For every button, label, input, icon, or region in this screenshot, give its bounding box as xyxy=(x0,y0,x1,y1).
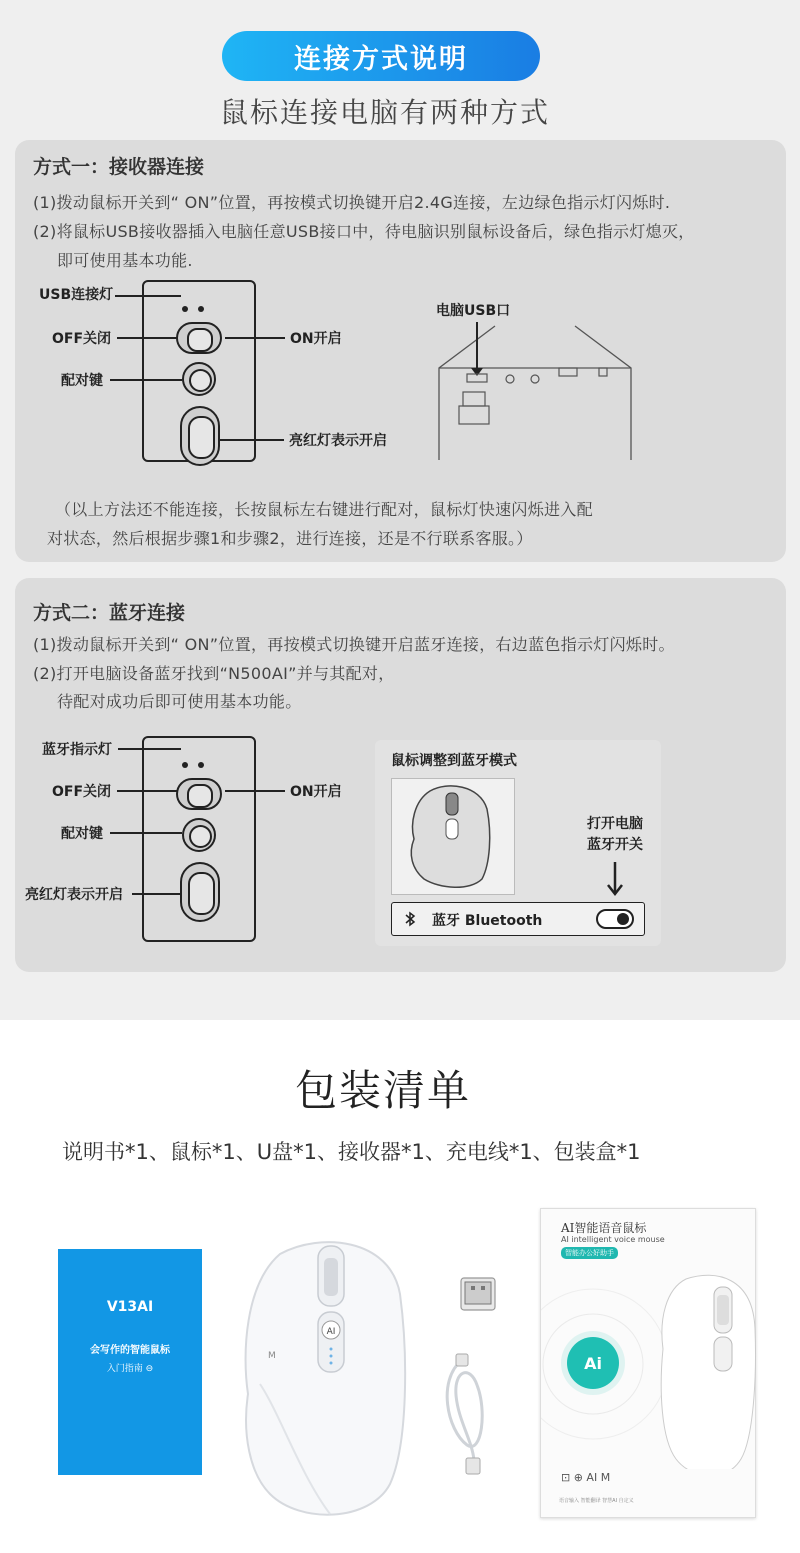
bluetooth-setting-bar xyxy=(391,902,645,936)
pair-button xyxy=(182,818,216,852)
box-subtitle: AI intelligent voice mouse xyxy=(561,1235,665,1244)
bluetooth-panel xyxy=(375,740,661,946)
manual-tagline: 会写作的智能鼠标 xyxy=(90,1345,170,1356)
label-red-light: 亮红灯表示开启 xyxy=(289,433,387,449)
leader-line xyxy=(118,748,181,750)
mouse-icon xyxy=(392,779,514,894)
method2-line: (1)拨动鼠标开关到“ ON”位置，再按模式切换键开启蓝牙连接，右边蓝色指示灯闪烁时。 xyxy=(33,635,675,654)
method2-line: 待配对成功后即可使用基本功能。 xyxy=(57,692,302,711)
method1-card xyxy=(15,140,786,562)
indicator-led xyxy=(182,306,188,312)
label-bt-light: 蓝牙指示灯 xyxy=(42,742,112,758)
manual-booklet xyxy=(58,1249,202,1475)
label-red-light: 亮红灯表示开启 xyxy=(25,887,123,903)
method2-line: (2)打开电脑设备蓝牙找到“N500AI”并与其配对， xyxy=(33,664,395,683)
leader-line xyxy=(220,439,284,441)
bluetooth-toggle xyxy=(596,909,634,929)
manual-guide: 入门指南 ⊖ xyxy=(106,1364,154,1374)
leader-line xyxy=(115,295,181,297)
package-box-image xyxy=(540,1208,756,1518)
mouse-ai-button: AI xyxy=(326,1327,336,1337)
method2-card xyxy=(15,578,786,972)
method2-title: 方式二：蓝牙连接 xyxy=(33,602,186,624)
label-on: ON开启 xyxy=(290,784,342,800)
mode-button xyxy=(180,406,220,466)
method1-note: 对状态，然后根据步骤1和步骤2，进行连接，还是不行联系客服。） xyxy=(47,529,533,548)
pair-button xyxy=(182,362,216,396)
box-feature-captions: 语音输入 智能翻译 智慧AI 自定义 xyxy=(559,1498,634,1504)
box-tag: 智能办公好助手 xyxy=(561,1247,618,1259)
leader-line xyxy=(132,893,180,895)
method1-title: 方式一：接收器连接 xyxy=(33,156,205,178)
mouse-product-image xyxy=(240,1234,410,1524)
indicator-led xyxy=(198,762,204,768)
package-title: 包装清单 xyxy=(294,1066,471,1115)
bluetooth-hint-line: 蓝牙开关 xyxy=(587,837,643,853)
indicator-led xyxy=(198,306,204,312)
indicator-led xyxy=(182,762,188,768)
manual-name: V13AI xyxy=(106,1299,154,1315)
computer-usb-port-illustration xyxy=(435,318,645,463)
label-on: ON开启 xyxy=(290,331,342,347)
charging-cable-image xyxy=(442,1350,502,1480)
method1-line: (2)将鼠标USB接收器插入电脑任意USB接口中，待电脑识别鼠标设备后，绿色指示灯熄灭， xyxy=(33,222,695,241)
leader-line xyxy=(225,337,285,339)
mouse-image xyxy=(391,778,515,895)
box-feature-icons: ⊡ ⊕ AI M xyxy=(561,1471,611,1484)
leader-line xyxy=(117,337,177,339)
bluetooth-hint-line: 打开电脑 xyxy=(587,816,643,832)
leader-line xyxy=(225,790,285,792)
method1-line: (1)拨动鼠标开关到“ ON”位置，再按模式切换键开启2.4G连接，左边绿色指示灯闪烁时. xyxy=(33,193,671,212)
usb-receiver-image xyxy=(455,1272,503,1320)
package-list: 说明书*1、鼠标*1、U盘*1、接收器*1、充电线*1、包装盒*1 xyxy=(62,1140,641,1164)
leader-line xyxy=(117,790,177,792)
power-switch xyxy=(176,778,222,810)
label-pair: 配对键 xyxy=(61,826,103,842)
power-switch xyxy=(176,322,222,354)
label-off: OFF关闭 xyxy=(52,784,112,800)
leader-line xyxy=(110,379,182,381)
method1-note: （以上方法还不能连接，长按鼠标左右键进行配对，鼠标灯快速闪烁进入配 xyxy=(55,500,593,519)
bluetooth-icon xyxy=(404,911,416,927)
mouse-underside-diagram xyxy=(142,736,256,942)
label-off: OFF关闭 xyxy=(52,331,112,347)
mouse-m-button: M xyxy=(268,1351,276,1361)
ai-badge-icon: Ai xyxy=(567,1337,619,1389)
bluetooth-hint xyxy=(565,814,665,856)
bluetooth-panel-title: 鼠标调整到蓝牙模式 xyxy=(391,753,517,769)
label-usb-port: 电脑USB口 xyxy=(436,303,511,319)
mouse-underside-diagram xyxy=(142,280,256,462)
box-title: AI智能语音鼠标 xyxy=(561,1221,647,1235)
section-subtitle: 鼠标连接电脑有两种方式 xyxy=(219,96,550,129)
section-title-pill: 连接方式说明 xyxy=(222,31,540,81)
label-pair: 配对键 xyxy=(61,373,103,389)
label-usb-light: USB连接灯 xyxy=(39,287,114,303)
bluetooth-label: 蓝牙 Bluetooth xyxy=(432,913,543,929)
arrow-down-icon xyxy=(605,862,625,898)
method1-line: 即可使用基本功能. xyxy=(57,251,193,270)
leader-line xyxy=(110,832,182,834)
mode-button xyxy=(180,862,220,922)
